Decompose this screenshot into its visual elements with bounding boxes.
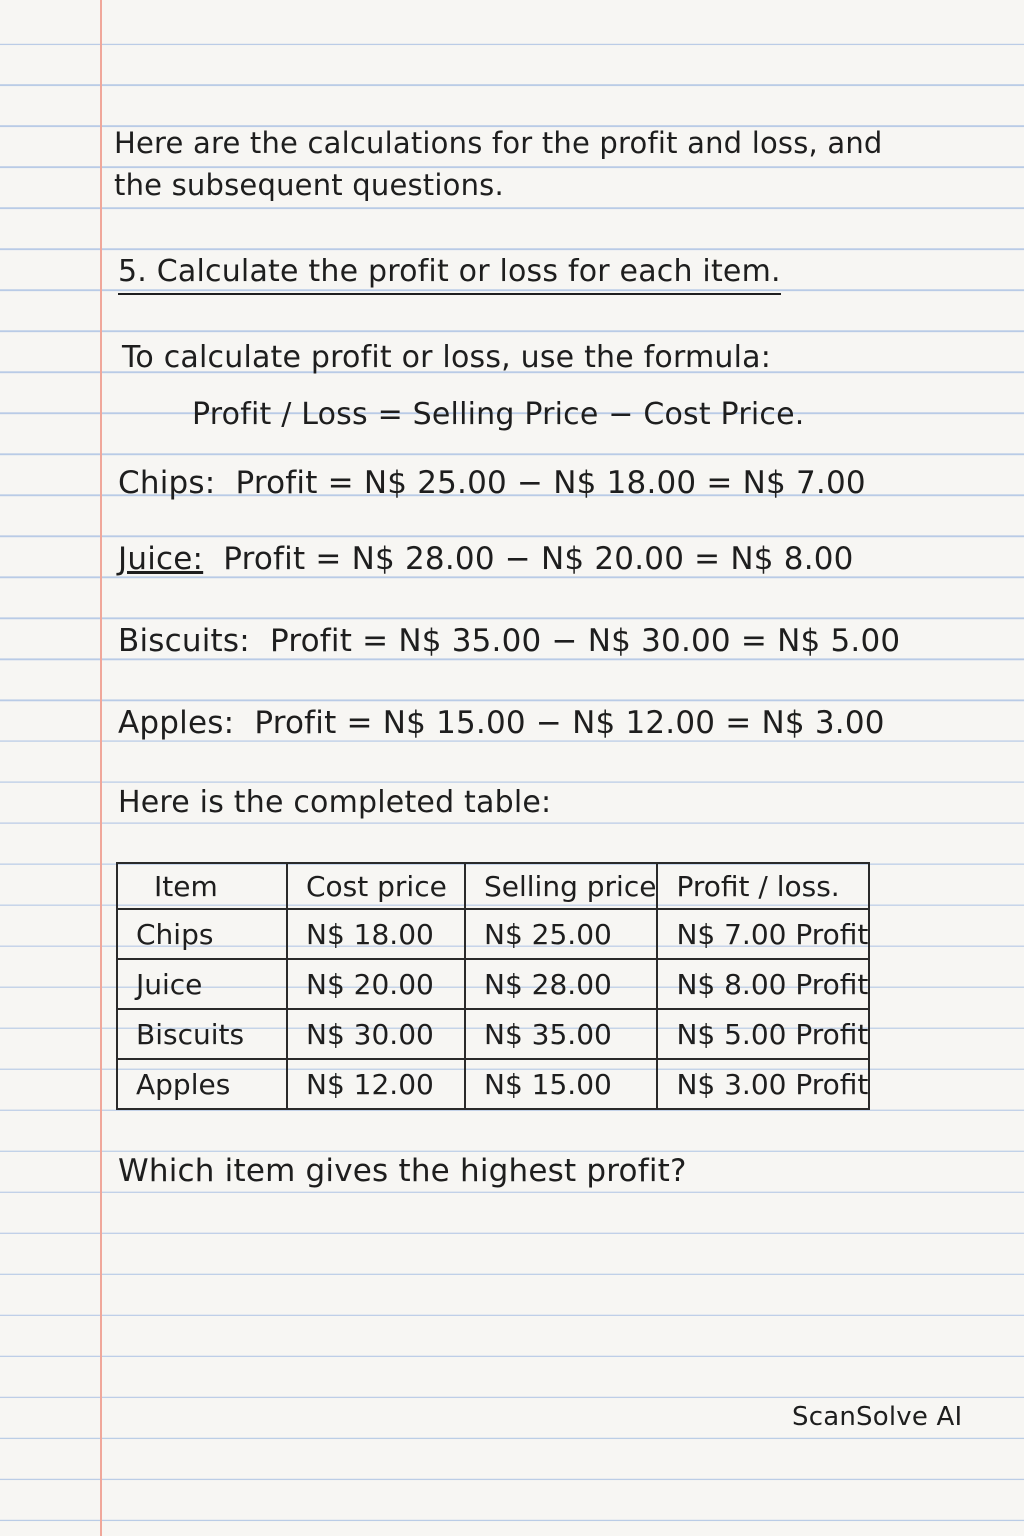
calc-item: Chips: [118, 465, 216, 501]
cell-selling: N$ 28.00 [465, 959, 657, 1009]
section-heading: 5. Calculate the profit or loss for each item. [118, 254, 781, 295]
table-header-row [117, 863, 869, 909]
cell-item: Apples [117, 1059, 287, 1109]
cell-item: Biscuits [117, 1009, 287, 1059]
calc-expr: Profit = N$ 28.00 − N$ 20.00 = N$ 8.00 [223, 541, 854, 577]
cell-item: Chips [117, 909, 287, 959]
calc-item: Apples: [118, 705, 235, 741]
calc-line-juice [118, 541, 854, 577]
header-item: Item [117, 863, 287, 909]
calc-line-apples [118, 705, 885, 741]
header-selling-price: Selling price [465, 863, 657, 909]
cell-cost: N$ 18.00 [287, 909, 465, 959]
cell-cost: N$ 12.00 [287, 1059, 465, 1109]
header-profit-loss: Profit / loss. [657, 863, 869, 909]
calc-expr: Profit = N$ 15.00 − N$ 12.00 = N$ 3.00 [254, 705, 885, 741]
notebook-margin-line [100, 0, 102, 1536]
cell-selling: N$ 35.00 [465, 1009, 657, 1059]
brand-watermark: ScanSolve AI [792, 1402, 963, 1432]
cell-profit: N$ 3.00 Profit [657, 1059, 869, 1109]
cell-cost: N$ 30.00 [287, 1009, 465, 1059]
table-row [117, 959, 869, 1009]
calc-expr: Profit = N$ 25.00 − N$ 18.00 = N$ 7.00 [235, 465, 866, 501]
cell-profit: N$ 5.00 Profit [657, 1009, 869, 1059]
calc-item: Juice: [118, 541, 204, 577]
formula-intro: To calculate profit or loss, use the formula: [122, 340, 772, 375]
calc-line-chips [118, 465, 866, 501]
table-row [117, 1059, 869, 1109]
cell-profit: N$ 7.00 Profit [657, 909, 869, 959]
profit-table [116, 862, 870, 1110]
cell-selling: N$ 15.00 [465, 1059, 657, 1109]
question-text: Which item gives the highest profit? [118, 1153, 687, 1189]
table-row [117, 1009, 869, 1059]
table-intro: Here is the completed table: [118, 785, 552, 820]
calc-line-biscuits [118, 623, 900, 659]
cell-item: Juice [117, 959, 287, 1009]
calc-item: Biscuits: [118, 623, 250, 659]
table-row [117, 909, 869, 959]
header-cost-price: Cost price [287, 863, 465, 909]
formula: Profit / Loss = Selling Price − Cost Price. [192, 397, 805, 432]
cell-selling: N$ 25.00 [465, 909, 657, 959]
cell-cost: N$ 20.00 [287, 959, 465, 1009]
intro-text: Here are the calculations for the profit and loss, and the subsequent questions. [114, 126, 883, 202]
cell-profit: N$ 8.00 Profit [657, 959, 869, 1009]
calc-expr: Profit = N$ 35.00 − N$ 30.00 = N$ 5.00 [270, 623, 901, 659]
